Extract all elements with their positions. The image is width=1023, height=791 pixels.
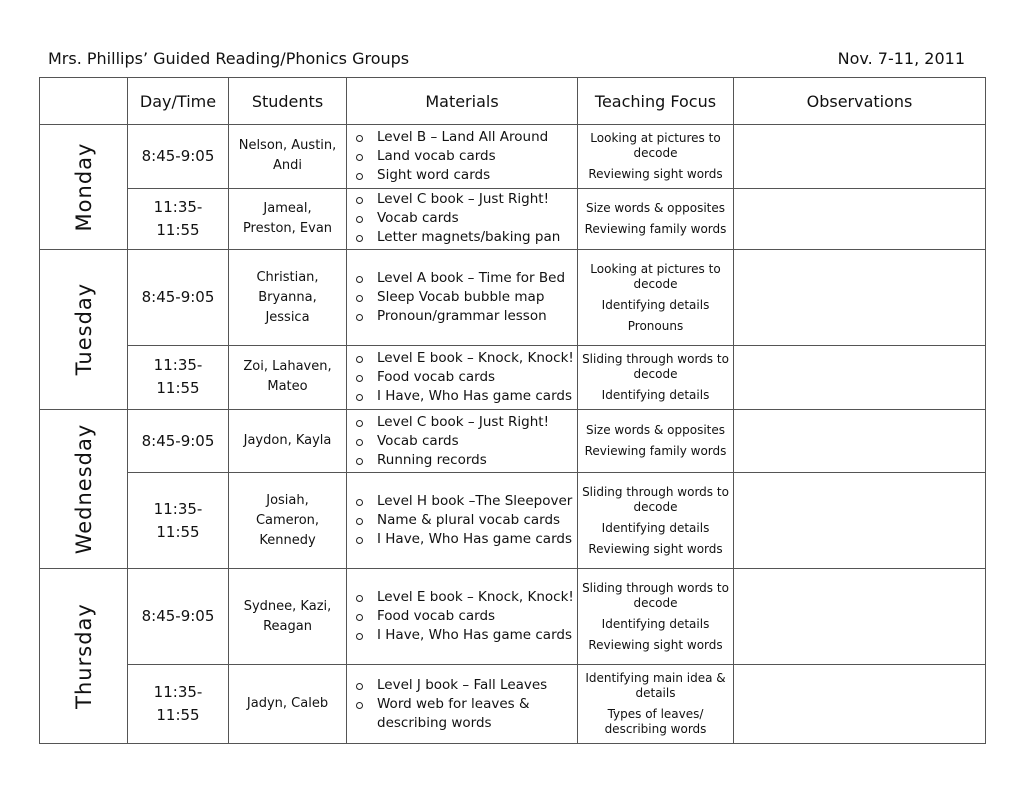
- date-range: Nov. 7-11, 2011: [837, 49, 965, 68]
- observations-cell: [734, 346, 986, 410]
- table-row: [40, 473, 986, 569]
- teaching-focus-cell: [578, 346, 734, 410]
- page-header: [48, 49, 965, 68]
- time-line: 11:55: [156, 379, 200, 398]
- day-label: Tuesday: [71, 283, 96, 376]
- observations-column-header: Observations: [734, 78, 986, 125]
- table-row: [40, 346, 986, 410]
- focus-item: Identifying details: [601, 520, 710, 535]
- student-line: Josiah,: [266, 492, 309, 508]
- focus-item: Looking at pictures to decode: [590, 130, 721, 160]
- teaching-focus-cell: [578, 125, 734, 189]
- material-item: Running records: [353, 451, 577, 470]
- day-cell: [40, 409, 128, 569]
- focus-item: Reviewing sight words: [588, 541, 723, 556]
- focus-item: Reviewing sight words: [588, 166, 723, 181]
- time-line: 8:45-9:05: [141, 607, 215, 626]
- table-row: [40, 409, 986, 473]
- material-item: Level H book –The Sleepover: [353, 492, 577, 511]
- material-item: Word web for leaves & describing words: [353, 695, 577, 733]
- time-line: 8:45-9:05: [141, 288, 215, 307]
- materials-cell: [347, 188, 578, 250]
- time-line: 8:45-9:05: [141, 431, 215, 450]
- time-line: 11:35-: [153, 356, 203, 375]
- materials-list: [353, 413, 577, 470]
- day-cell: [40, 569, 128, 744]
- observations-cell: [734, 125, 986, 189]
- day-cell: [40, 125, 128, 250]
- materials-cell: [347, 125, 578, 189]
- time-line: 11:55: [156, 522, 200, 541]
- observations-cell: [734, 473, 986, 569]
- table-row: [40, 125, 986, 189]
- material-item: Pronoun/grammar lesson: [353, 307, 577, 326]
- materials-cell: [347, 569, 578, 665]
- observations-cell: [734, 188, 986, 250]
- table-row: [40, 250, 986, 346]
- student-line: Zoi, Lahaven,: [243, 359, 332, 375]
- focus-item: Sliding through words to decode: [582, 580, 729, 610]
- students-cell: [229, 346, 347, 410]
- material-item: Level J book – Fall Leaves: [353, 676, 577, 695]
- materials-cell: [347, 346, 578, 410]
- student-line: Jameal,: [263, 200, 312, 216]
- material-item: I Have, Who Has game cards: [353, 387, 577, 406]
- time-cell: [128, 409, 229, 473]
- student-line: Cameron,: [255, 512, 320, 528]
- students-column-header: Students: [229, 78, 347, 125]
- material-item: Level C book – Just Right!: [353, 413, 577, 432]
- teaching-focus-cell: [578, 569, 734, 665]
- materials-list: [353, 190, 577, 247]
- focus-item: Types of leaves/ describing words: [604, 707, 707, 737]
- table-row: [40, 569, 986, 665]
- student-line: Jadyn, Caleb: [246, 696, 329, 712]
- time-cell: [128, 569, 229, 665]
- material-item: Sleep Vocab bubble map: [353, 288, 577, 307]
- material-item: Letter magnets/baking pan: [353, 228, 577, 247]
- material-item: Level E book – Knock, Knock!: [353, 588, 577, 607]
- day-label: Thursday: [71, 603, 96, 709]
- time-cell: [128, 346, 229, 410]
- material-item: I Have, Who Has game cards: [353, 626, 577, 645]
- day-cell: [40, 250, 128, 410]
- observations-cell: [734, 409, 986, 473]
- student-line: Jessica: [265, 309, 310, 325]
- student-line: Preston, Evan: [242, 220, 333, 236]
- focus-item: Identifying details: [601, 297, 710, 312]
- material-item: I Have, Who Has game cards: [353, 530, 577, 549]
- students-cell: [229, 250, 347, 346]
- material-item: Land vocab cards: [353, 147, 577, 166]
- time-cell: [128, 473, 229, 569]
- students-cell: [229, 409, 347, 473]
- focus-item: Reviewing sight words: [588, 637, 723, 652]
- students-cell: [229, 125, 347, 189]
- student-line: Kennedy: [259, 532, 316, 548]
- day-column-header: [40, 78, 128, 125]
- table-row: [40, 188, 986, 250]
- focus-item: Identifying details: [601, 616, 710, 631]
- materials-list: [353, 676, 577, 733]
- material-item: Vocab cards: [353, 432, 577, 451]
- day-label: Wednesday: [71, 423, 96, 555]
- teaching-focus-cell: [578, 665, 734, 744]
- material-item: Level A book – Time for Bed: [353, 269, 577, 288]
- header-row: [40, 78, 986, 125]
- time-cell: [128, 665, 229, 744]
- time-cell: [128, 188, 229, 250]
- materials-cell: [347, 665, 578, 744]
- materials-cell: [347, 409, 578, 473]
- time-line: 11:55: [156, 220, 200, 239]
- observations-cell: [734, 250, 986, 346]
- observations-cell: [734, 665, 986, 744]
- materials-column-header: Materials: [347, 78, 578, 125]
- students-cell: [229, 569, 347, 665]
- students-cell: [229, 188, 347, 250]
- time-cell: [128, 250, 229, 346]
- material-item: Food vocab cards: [353, 368, 577, 387]
- time-line: 11:35-: [153, 683, 203, 702]
- focus-item: Identifying main idea & details: [585, 671, 726, 701]
- table-row: [40, 665, 986, 744]
- students-cell: [229, 665, 347, 744]
- student-line: Christian,: [256, 269, 319, 285]
- material-item: Vocab cards: [353, 209, 577, 228]
- student-line: Andi: [273, 158, 302, 174]
- focus-item: Reviewing family words: [584, 444, 727, 459]
- materials-list: [353, 128, 577, 185]
- student-line: Nelson, Austin,: [238, 138, 337, 154]
- student-line: Bryanna,: [258, 289, 317, 305]
- materials-list: [353, 349, 577, 406]
- time-line: 11:55: [156, 706, 200, 725]
- student-line: Reagan: [263, 618, 312, 634]
- focus-item: Looking at pictures to decode: [590, 261, 721, 291]
- material-item: Sight word cards: [353, 166, 577, 185]
- focus-item: Size words & opposites: [585, 200, 726, 215]
- time-line: 8:45-9:05: [141, 146, 215, 165]
- focus-item: Size words & opposites: [585, 423, 726, 438]
- time-cell: [128, 125, 229, 189]
- materials-cell: [347, 250, 578, 346]
- schedule-table: [39, 77, 986, 744]
- focus-item: Sliding through words to decode: [582, 351, 729, 381]
- time-line: 11:35-: [153, 499, 203, 518]
- focus-item: Pronouns: [627, 318, 684, 333]
- daytime-column-header: Day/Time: [128, 78, 229, 125]
- teaching-focus-column-header: Teaching Focus: [578, 78, 734, 125]
- focus-item: Sliding through words to decode: [582, 484, 729, 514]
- teaching-focus-cell: [578, 473, 734, 569]
- student-line: Sydnee, Kazi,: [243, 598, 332, 614]
- material-item: Level B – Land All Around: [353, 128, 577, 147]
- time-line: 11:35-: [153, 197, 203, 216]
- observations-cell: [734, 569, 986, 665]
- students-cell: [229, 473, 347, 569]
- focus-item: Reviewing family words: [584, 221, 727, 236]
- material-item: Level E book – Knock, Knock!: [353, 349, 577, 368]
- page-title: Mrs. Phillips’ Guided Reading/Phonics Groups: [48, 49, 410, 68]
- day-label: Monday: [71, 142, 96, 232]
- material-item: Name & plural vocab cards: [353, 511, 577, 530]
- teaching-focus-cell: [578, 409, 734, 473]
- materials-list: [353, 588, 577, 645]
- materials-list: [353, 492, 577, 549]
- materials-cell: [347, 473, 578, 569]
- materials-list: [353, 269, 577, 326]
- student-line: Mateo: [267, 379, 308, 395]
- material-item: Level C book – Just Right!: [353, 190, 577, 209]
- teaching-focus-cell: [578, 250, 734, 346]
- teaching-focus-cell: [578, 188, 734, 250]
- material-item: Food vocab cards: [353, 607, 577, 626]
- focus-item: Identifying details: [601, 387, 710, 402]
- student-line: Jaydon, Kayla: [243, 433, 332, 449]
